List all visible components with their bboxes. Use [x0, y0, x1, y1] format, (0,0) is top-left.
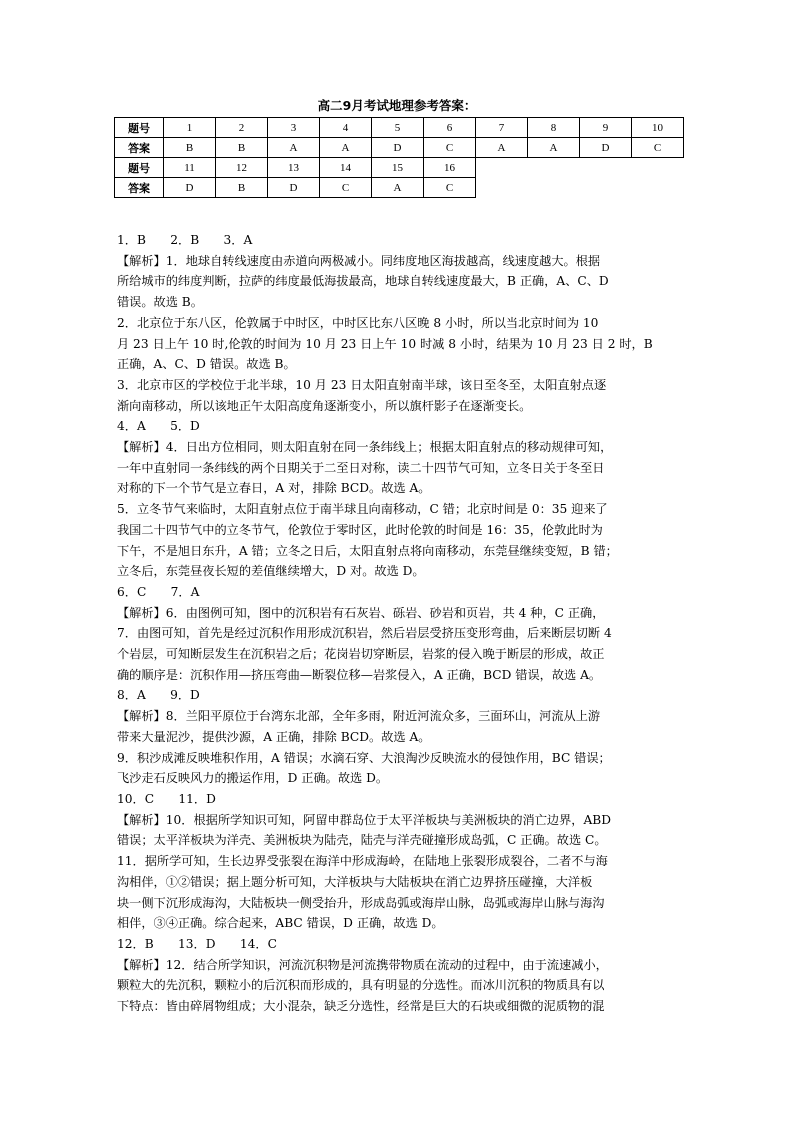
- text-line: 2．北京位于东八区，伦敦属于中时区，中时区比东八区晚 8 小时，所以当北京时间为 10: [117, 315, 599, 330]
- text-line: 错误；太平洋板块为洋壳、美洲板块为陆壳，陆壳与洋壳碰撞形成岛弧，C 正确。故选 C。: [117, 833, 607, 848]
- answer-explanations: [117, 230, 687, 1017]
- text-line: 【解析】1．地球自转线速度由赤道向两极减小。同纬度地区海拔越高，线速度越大。根据: [117, 253, 601, 268]
- answer-cell: A: [320, 138, 372, 158]
- text-line: 所给城市的纬度判断，拉萨的纬度最低海拔最高，地球自转线速度最大，B 正确，A、C、D: [117, 274, 609, 289]
- answer-cell: A: [528, 138, 580, 158]
- answer-cell: 9: [580, 118, 632, 138]
- answer-cell: 3: [268, 118, 320, 138]
- empty-cell: [476, 158, 528, 178]
- answer-cell: A: [372, 178, 424, 198]
- answer-cell: 16: [424, 158, 476, 178]
- question-row-2: [115, 158, 684, 178]
- answer-cell: D: [268, 178, 320, 198]
- text-line: 对称的下一个节气是立春日，A 对，排除 BCD。故选 A。: [117, 481, 431, 496]
- text-line: 颗粒大的先沉积，颗粒小的后沉积而形成的，具有明显的分选性。而冰川沉积的物质具有以: [117, 978, 605, 993]
- answer-row-1-label: 答案: [115, 138, 164, 158]
- empty-cell: [476, 178, 528, 198]
- text-line: 8．A 9．D: [117, 688, 200, 703]
- empty-cell: [632, 158, 684, 178]
- text-line: 一年中直射同一条纬线的两个日期关于二至日对称，读二十四节气可知，立冬日关于冬至日: [117, 460, 605, 475]
- text-line: 12．B 13．D 14．C: [117, 936, 277, 951]
- question-row-1-label: 题号: [115, 118, 164, 138]
- text-line: 立冬后，东莞昼夜长短的差值继续增大，D 对。故选 D。: [117, 564, 425, 579]
- text-line: 7．由图可知，首先是经过沉积作用形成沉积岩，然后岩层受挤压变形弯曲，后来断层切断 4: [117, 626, 612, 641]
- empty-cell: [580, 178, 632, 198]
- answer-cell: 5: [372, 118, 424, 138]
- answer-cell: C: [320, 178, 372, 198]
- text-line: 10．C 11．D: [117, 791, 216, 806]
- answer-cell: 7: [476, 118, 528, 138]
- answer-cell: 6: [424, 118, 476, 138]
- text-line: 错误。故选 B。: [117, 295, 203, 310]
- answer-cell: C: [632, 138, 684, 158]
- answer-cell: C: [424, 178, 476, 198]
- answer-row-1: [115, 138, 684, 158]
- answer-cell: 10: [632, 118, 684, 138]
- text-line: 个岩层，可知断层发生在沉积岩之后；花岗岩切穿断层，岩浆的侵入晚于断层的形成，故正: [117, 647, 605, 662]
- text-line: 11．据所学可知，生长边界受张裂在海洋中形成海岭，在陆地上张裂形成裂谷，二者不与海: [117, 854, 608, 869]
- answer-cell: 15: [372, 158, 424, 178]
- text-line: 4．A 5．D: [117, 419, 200, 434]
- answer-cell: 4: [320, 118, 372, 138]
- answer-cell: D: [580, 138, 632, 158]
- answer-row-2-label: 答案: [115, 178, 164, 198]
- text-line: 相伴，③④正确。综合起来，ABC 错误，D 正确，故选 D。: [117, 916, 444, 931]
- question-row-1: [115, 118, 684, 138]
- answer-cell: A: [268, 138, 320, 158]
- answer-cell: 12: [216, 158, 268, 178]
- answer-cell: B: [164, 138, 216, 158]
- answer-cell: 1: [164, 118, 216, 138]
- text-line: 【解析】8．兰阳平原位于台湾东北部，全年多雨，附近河流众多，三面环山，河流从上游: [117, 709, 601, 724]
- answer-row-2: [115, 178, 684, 198]
- text-line: 【解析】10．根据所学知识可知，阿留申群岛位于太平洋板块与美洲板块的消亡边界，ABD: [117, 812, 611, 827]
- empty-cell: [632, 178, 684, 198]
- answer-cell: 14: [320, 158, 372, 178]
- text-line: 下午，不是旭日东升，A 错；立冬之日后，太阳直射点将向南移动，东莞昼继续变短，B 错；: [117, 543, 618, 558]
- text-line: 正确，A、C、D 错误。故选 B。: [117, 357, 296, 372]
- text-line: 带来大量泥沙，提供沙源，A 正确，排除 BCD。故选 A。: [117, 729, 431, 744]
- answer-cell: 2: [216, 118, 268, 138]
- text-line: 3．北京市区的学校位于北半球，10 月 23 日太阳直射南半球，该日至冬至，太阳直射点逐: [117, 377, 607, 392]
- text-line: 1．B 2．B 3．A: [117, 233, 253, 247]
- answer-cell: D: [372, 138, 424, 158]
- text-line: 【解析】12．结合所学知识，河流沉积物是河流携带物质在流动的过程中，由于流速减小，: [117, 957, 608, 972]
- text-line: 【解析】4．日出方位相同，则太阳直射在同一条纬线上；根据太阳直射点的移动规律可知，: [117, 440, 613, 455]
- answer-table: [114, 117, 684, 198]
- answer-cell: B: [216, 178, 268, 198]
- answer-cell: B: [216, 138, 268, 158]
- empty-cell: [580, 158, 632, 178]
- text-line: 我国二十四节气中的立冬节气，伦敦位于零时区，此时伦敦的时间是 16：35，伦敦此时为: [117, 522, 603, 537]
- answer-cell: 13: [268, 158, 320, 178]
- text-line: 渐向南移动，所以该地正午太阳高度角逐渐变小，所以旗杆影子在逐渐变长。: [117, 398, 532, 413]
- empty-cell: [528, 178, 580, 198]
- text-line: 块一侧下沉形成海沟，大陆板块一侧受抬升，形成岛弧或海岸山脉，岛弧或海岸山脉与海沟: [117, 895, 605, 910]
- empty-cell: [528, 158, 580, 178]
- page-title: 高二9月考试地理参考答案：: [317, 98, 477, 113]
- text-line: 9．积沙成滩反映堆积作用，A 错误；水滴石穿、大浪淘沙反映流水的侵蚀作用，BC 错误；: [117, 750, 611, 765]
- answer-cell: A: [476, 138, 528, 158]
- text-line: 确的顺序是：沉积作用—挤压弯曲—断裂位移—岩浆侵入，A 正确，BCD 错误，故选 A。: [117, 667, 602, 682]
- text-line: 沟相伴，①②错误；据上题分析可知，大洋板块与大陆板块在消亡边界挤压碰撞，大洋板: [117, 874, 593, 889]
- answer-cell: 8: [528, 118, 580, 138]
- answer-cell: C: [424, 138, 476, 158]
- answer-cell: 11: [164, 158, 216, 178]
- text-line: 6．C 7．A: [117, 584, 200, 599]
- text-line: 飞沙走石反映风力的搬运作用，D 正确。故选 D。: [117, 771, 389, 786]
- text-line: 下特点：皆由碎屑物组成；大小混杂，缺乏分选性，经常是巨大的石块或细微的泥质物的混: [117, 999, 605, 1014]
- answer-cell: D: [164, 178, 216, 198]
- text-line: 5．立冬节气来临时，太阳直射点位于南半球且向南移动，C 错；北京时间是 0：35 迎来了: [117, 502, 608, 517]
- text-line: 【解析】6．由图例可知，图中的沉积岩有石灰岩、砾岩、砂岩和页岩，共 4 种，C 正确，: [117, 605, 605, 620]
- text-line: 月 23 日上午 10 时,伦敦的时间为 10 月 23 日上午 10 时减 8 小时，结果为 10 月 23 日 2 时，B: [117, 336, 653, 351]
- question-row-2-label: 题号: [115, 158, 164, 178]
